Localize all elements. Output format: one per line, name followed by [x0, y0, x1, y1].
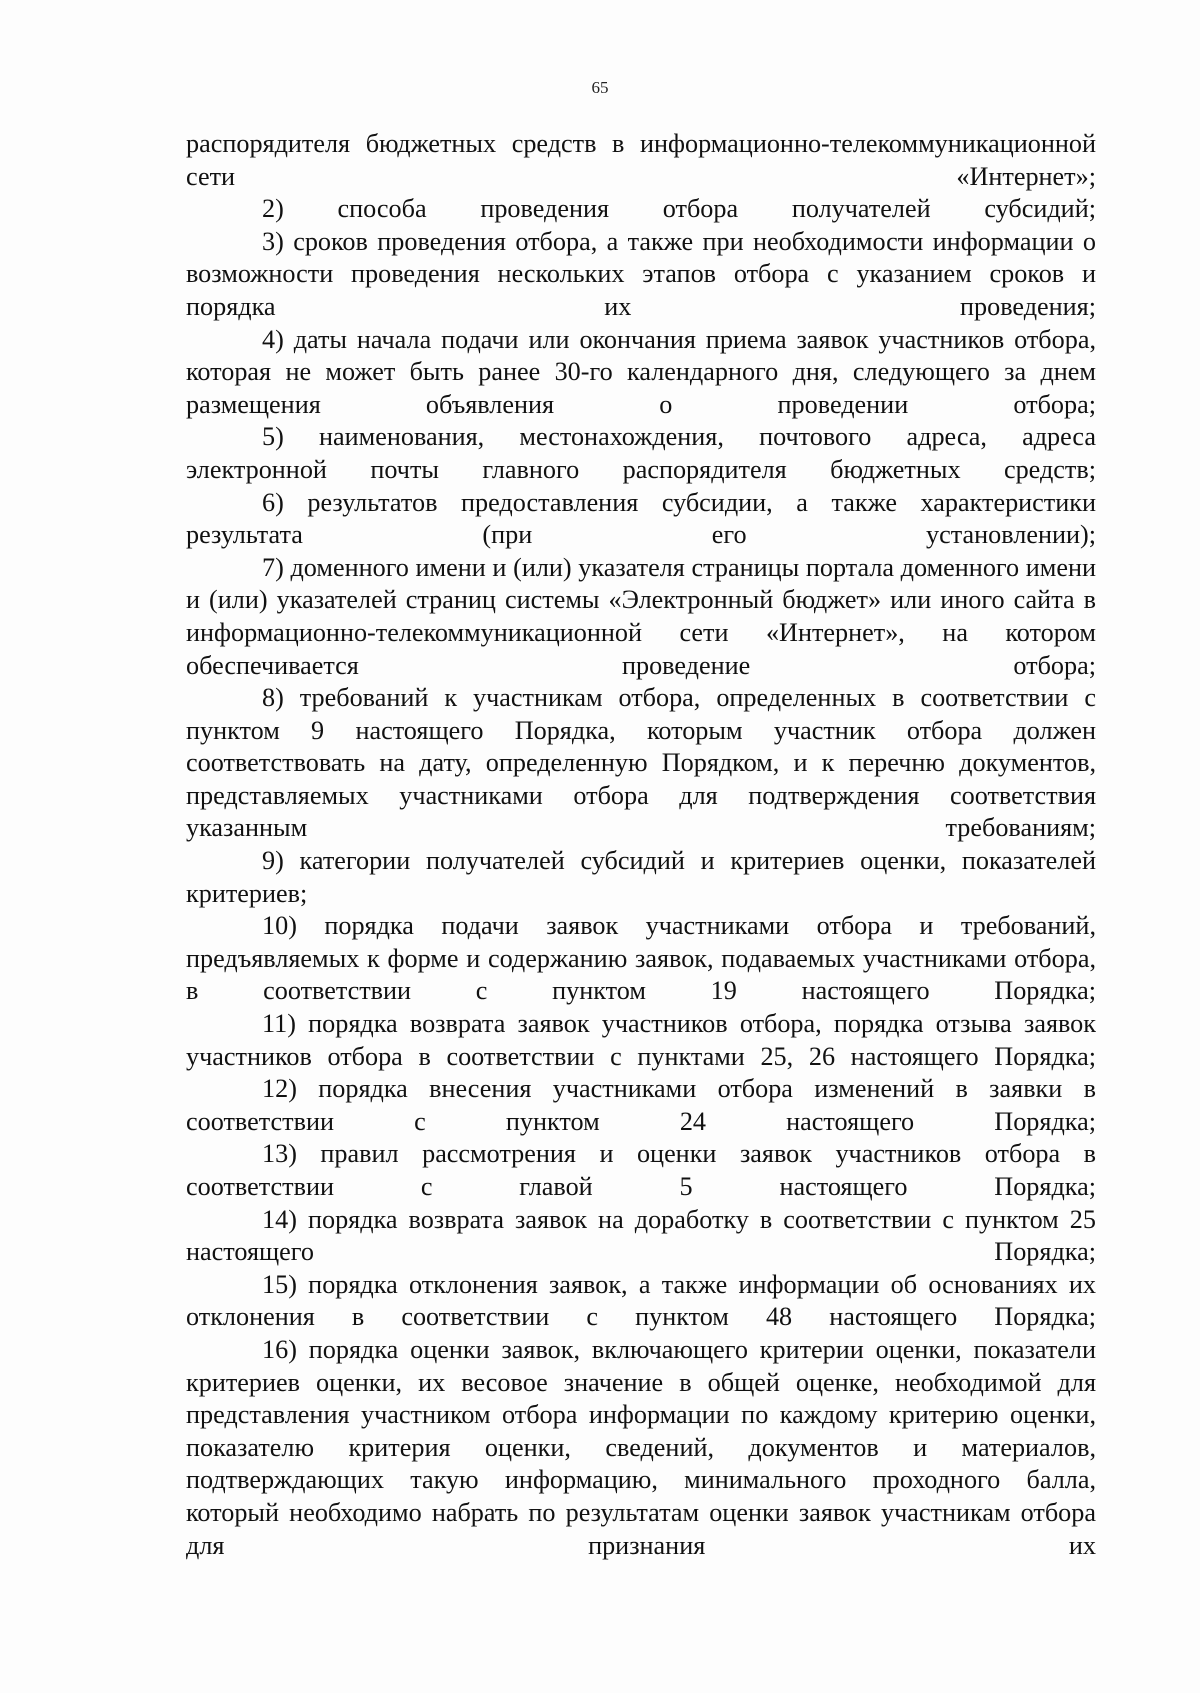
list-item-13: 13) правил рассмотрения и оценки заявок участников отбора в соответствии с главой 5 настоящего Порядка;	[186, 1139, 1096, 1201]
page-number: 65	[591, 78, 609, 97]
list-item-9: 9) категории получателей субсидий и критериев оценки, показателей критериев;	[186, 846, 1096, 908]
list-item-14: 14) порядка возврата заявок на доработку в соответствии с пунктом 25 настоящего Порядка;	[186, 1204, 1096, 1267]
list-item-15: 15) порядка отклонения заявок, а также информации об основаниях их отклонения в соответствии с пунктом 48 настоящего Порядка;	[186, 1269, 1096, 1332]
list-item-7: 7) доменного имени и (или) указателя страницы портала доменного имени и (или) указателей страниц системы «Электронный бюджет» или иного сайта в информационно-телекоммуникационной сети «Интернет», на котором обеспечивается проведение отбора;	[186, 552, 1096, 680]
list-item-10: 10) порядка подачи заявок участниками отбора и требований, предъявляемых к форме и содержанию заявок, подаваемых участниками отбора, в соответствии с пунктом 19 настоящего Порядка;	[186, 911, 1096, 1006]
list-item-2: 2) способа проведения отбора получателей субсидий;	[262, 194, 1096, 224]
list-item-16: 16) порядка оценки заявок, включающего критерии оценки, показатели критериев оценки, их весовое значение в общей оценке, необходимой для представления участником отбора информации по каждому критерию оценки, показателю критерия оценки, сведений, документов и материалов, подтверждающих такую информацию, минимального проходного балла, который необходимо набрать по результатам оценки заявок участникам отбора для признания их	[186, 1334, 1096, 1560]
list-item-12: 12) порядка внесения участниками отбора изменений в заявки в соответствии с пунктом 24 настоящего Порядка;	[186, 1074, 1096, 1136]
list-item-3: 3) сроков проведения отбора, а также при необходимости информации о возможности проведения нескольких этапов отбора с указанием сроков и порядка их проведения;	[186, 226, 1096, 321]
list-item-6: 6) результатов предоставления субсидии, а также характеристики результата (при его установлении);	[186, 487, 1096, 550]
list-item-11: 11) порядка возврата заявок участников отбора, порядка отзыва заявок участников отбора в соответствии с пунктами 25, 26 настоящего Порядка;	[186, 1009, 1096, 1071]
list-item-4: 4) даты начала подачи или окончания приема заявок участников отбора, которая не может быть ранее 30-го календарного дня, следующего за днем размещения объявления о проведении отбора;	[186, 324, 1096, 419]
paragraph-continuation: распорядителя бюджетных средств в информационно-телекоммуникационной сети «Интернет»;	[186, 129, 1096, 191]
list-item-5: 5) наименования, местонахождения, почтового адреса, адреса электронной почты главного распорядителя бюджетных средств;	[186, 422, 1096, 484]
list-item-8: 8) требований к участникам отбора, определенных в соответствии с пунктом 9 настоящего Порядка, которым участник отбора должен соответствовать на дату, определенную Порядком, и к перечню документов, представляемых участниками отбора для подтверждения соответствия указанным требованиям;	[186, 683, 1096, 843]
document-body	[186, 128, 1096, 1595]
